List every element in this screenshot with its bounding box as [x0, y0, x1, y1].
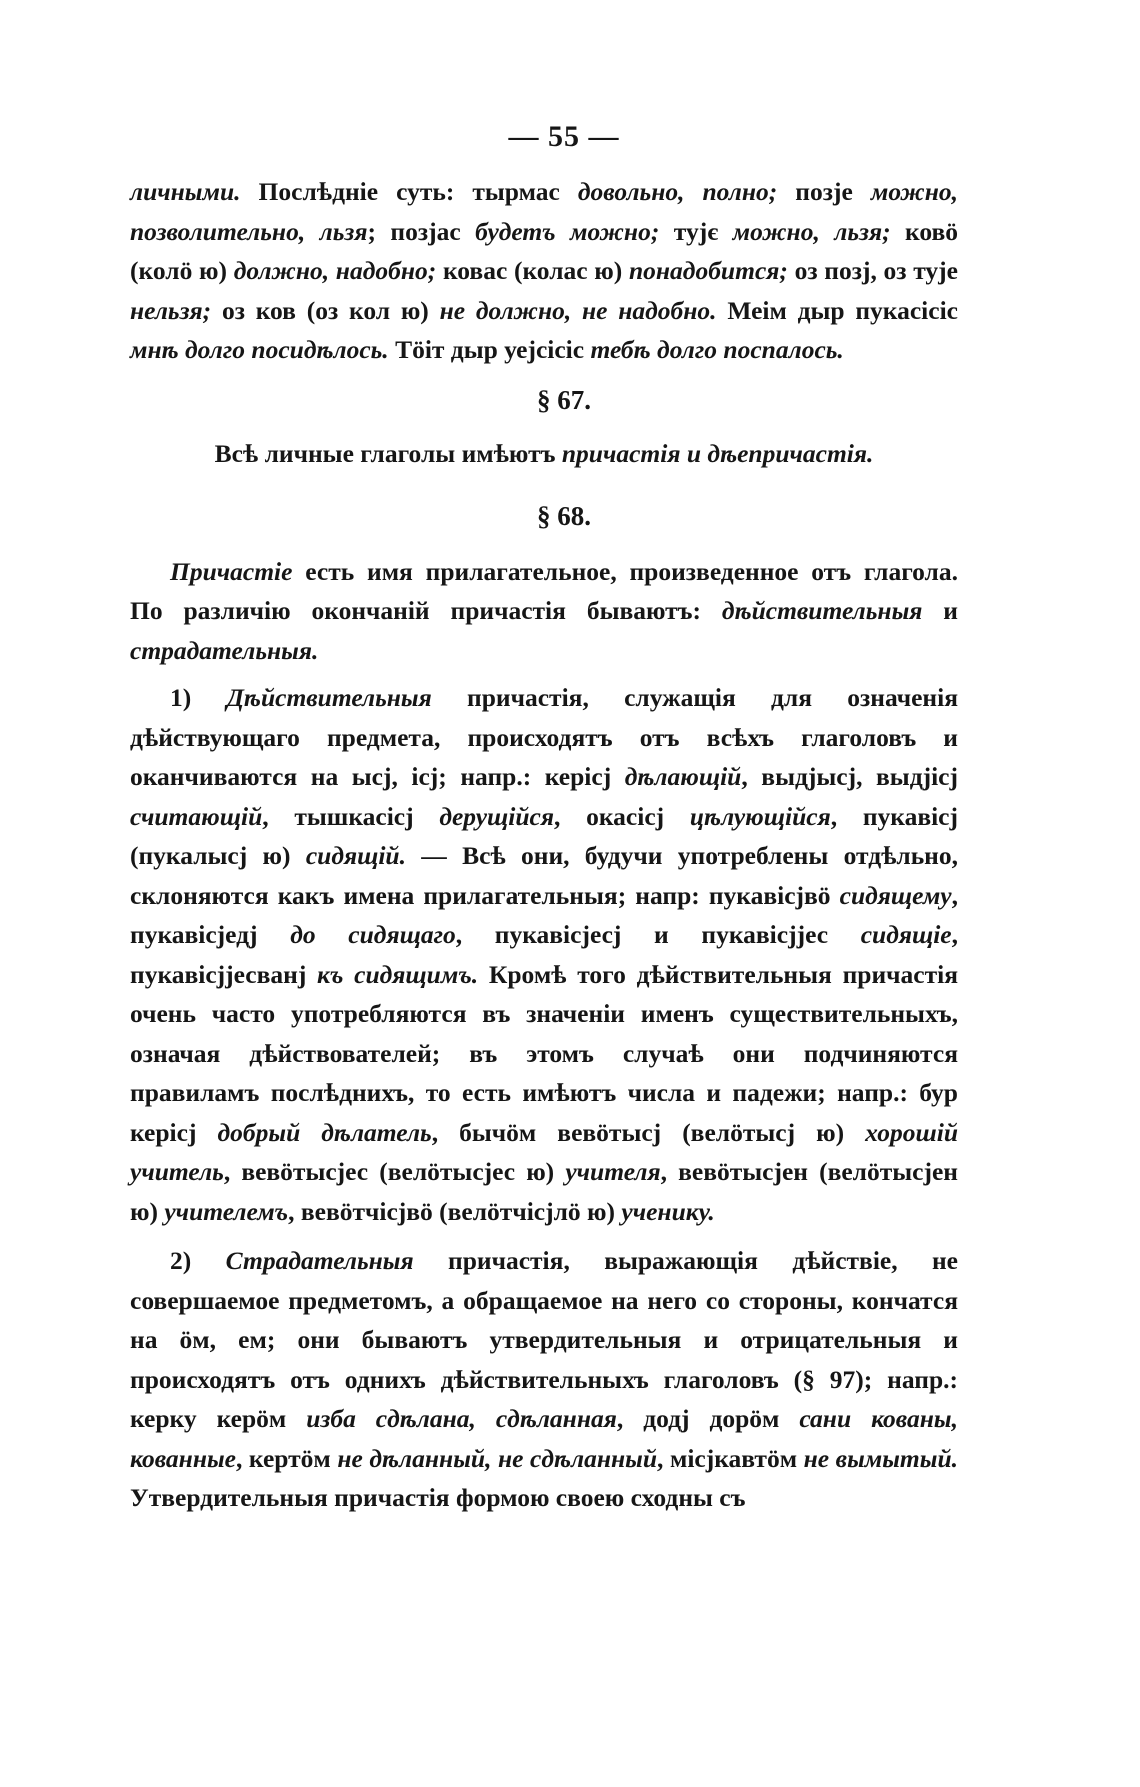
italic-term: дѣлающій [624, 762, 742, 791]
paragraph-68-definition [130, 552, 958, 671]
italic-term: можно, льзя; [732, 216, 891, 246]
text-run: , пукавісјесј и пукавісјјес [455, 920, 861, 949]
text-run: оз ков (оз кол ю) [211, 295, 440, 325]
text-run: Тӧіт дыр уејсісіс [388, 335, 591, 364]
text-run: , місјкавтӧм [657, 1443, 804, 1473]
italic-term: не дѣланный, не сдѣланный [337, 1443, 658, 1473]
text-run: Всѣ личные глаголы имѣютъ [214, 438, 562, 468]
italic-term: не вымытый. [803, 1443, 959, 1473]
italic-term: сидящіе [860, 920, 952, 949]
book-page [130, 120, 958, 1518]
italic-term: Дѣйствительныя [226, 683, 432, 712]
text-run: , додј дорӧм [616, 1404, 800, 1433]
italic-term: ученику. [621, 1196, 715, 1226]
text-run: , пукавісједј [130, 880, 958, 949]
italic-term: добрый дѣлатель [217, 1117, 432, 1147]
italic-term: должно, надобно; [233, 256, 437, 285]
italic-term: личными. [130, 177, 241, 206]
text-run: позје [777, 177, 871, 206]
paragraph-67 [130, 434, 958, 474]
text-run: , пукавісј (пукалысј ю) [130, 801, 958, 870]
text-run: Меім дыр пукасісіс [716, 295, 958, 325]
text-run: и [922, 596, 958, 625]
italic-term: тебѣ долго поспалось. [590, 335, 844, 364]
italic-term: хорошій учитель [130, 1117, 958, 1186]
text-run: оз позј, оз тује [787, 256, 958, 285]
text-run: Послѣдніе суть: тырмас [240, 177, 578, 206]
text-run: 2) [170, 1246, 226, 1275]
paragraph-intro [130, 172, 958, 370]
italic-term: не должно, не надобно. [439, 295, 717, 325]
text-run: ковӧ (колӧ ю) [130, 216, 959, 285]
italic-term: Причастіе [170, 556, 293, 586]
italic-term: Страдательныя [225, 1246, 414, 1275]
text-run: тујє [659, 216, 733, 246]
text-run: есть имя прилагательное, произведенное отъ глагола. По различію окончаній причастія бываютъ: [130, 556, 958, 625]
italic-term: учителя [565, 1157, 661, 1186]
text-run: ; позјас [367, 216, 476, 246]
italic-term: довольно, полно; [577, 177, 778, 206]
italic-term: изба сдѣлана, сдѣланная [306, 1404, 617, 1433]
italic-term: до сидящаго [290, 920, 456, 949]
italic-term: мнѣ долго посидѣлось. [130, 335, 389, 364]
text-run: причастія, служащія для означенія дѣйствующаго предмета, происходятъ отъ всѣхъ глаголовъ и оканчиваются на ысј, ісј; напр.: керісј [130, 683, 958, 791]
text-run: , пукавісјјесванј [130, 920, 958, 989]
italic-term: считающій [130, 801, 263, 831]
italic-term: учителемъ [164, 1196, 289, 1226]
italic-term: сани кованы, кованные [130, 1404, 958, 1473]
section-heading-67: § 67. [537, 384, 591, 415]
text-run: ковас (колас ю) [436, 256, 629, 285]
text-run: , выдјысј, выдјісј [741, 762, 958, 791]
italic-term: цѣлующійся [689, 801, 831, 831]
section-heading-68: § 68. [537, 500, 591, 531]
italic-term: будетъ можно; [475, 216, 660, 246]
italic-term: страдательныя. [130, 635, 319, 665]
text-run: 1) [170, 683, 227, 712]
text-run: Кромѣ того дѣйствительныя причастія очень часто употребляются въ значеніи именъ существительныхъ, означая дѣйствователей; въ этомъ случаѣ они подчиняются правиламъ послѣднихъ, то есть имѣютъ числа и падежи; напр.: бур керісј [130, 959, 958, 1147]
italic-term: дерущійся [439, 801, 555, 831]
text-run: , окасісј [554, 801, 690, 831]
page-number: — 55 — [508, 120, 620, 153]
text-run: Утвердительныя причастія формою своею сходны съ [130, 1483, 746, 1512]
text-run: , вевӧтысјен (велӧтысјен ю) [130, 1157, 958, 1226]
text-run: , вевӧтчісјвӧ (велӧтчісјлӧ ю) [288, 1196, 622, 1226]
italic-term: сидящему [839, 880, 952, 910]
italic-term: причастія и дѣепричастія. [561, 438, 874, 468]
paragraph-68-passive-participles [130, 1241, 958, 1518]
italic-term: нельзя; [130, 295, 212, 325]
text-run: причастія, выражающія дѣйствіе, не совершаемое предметомъ, а обращаемое на него со стороны, кончатся на ӧм, ем; они бываютъ утвердительныя и отрицательныя и происходятъ отъ однихъ дѣйствительныхъ глаголовъ (§ 97); напр.: керку керӧм [130, 1246, 958, 1433]
text-run: — Всѣ они, будучи употреблены отдѣльно, склоняются какъ имена прилагательныя; напр: пукавісјвӧ [130, 841, 958, 910]
text-run: , тышкасісј [262, 801, 440, 831]
paragraph-68-active-participles [130, 678, 958, 1231]
text-run: , бычӧм вевӧтысј (велӧтысј ю) [431, 1117, 866, 1147]
italic-term: сидящій. [305, 841, 406, 870]
italic-term: понадобится; [628, 256, 788, 285]
italic-term: къ сидящимъ. [317, 959, 479, 989]
text-run: , вевӧтысјес (велӧтысјес ю) [223, 1157, 566, 1186]
text-run: , кертӧм [236, 1443, 338, 1473]
italic-term: дѣйствительныя [721, 596, 923, 625]
italic-term: можно, позволительно, льзя [130, 177, 958, 246]
